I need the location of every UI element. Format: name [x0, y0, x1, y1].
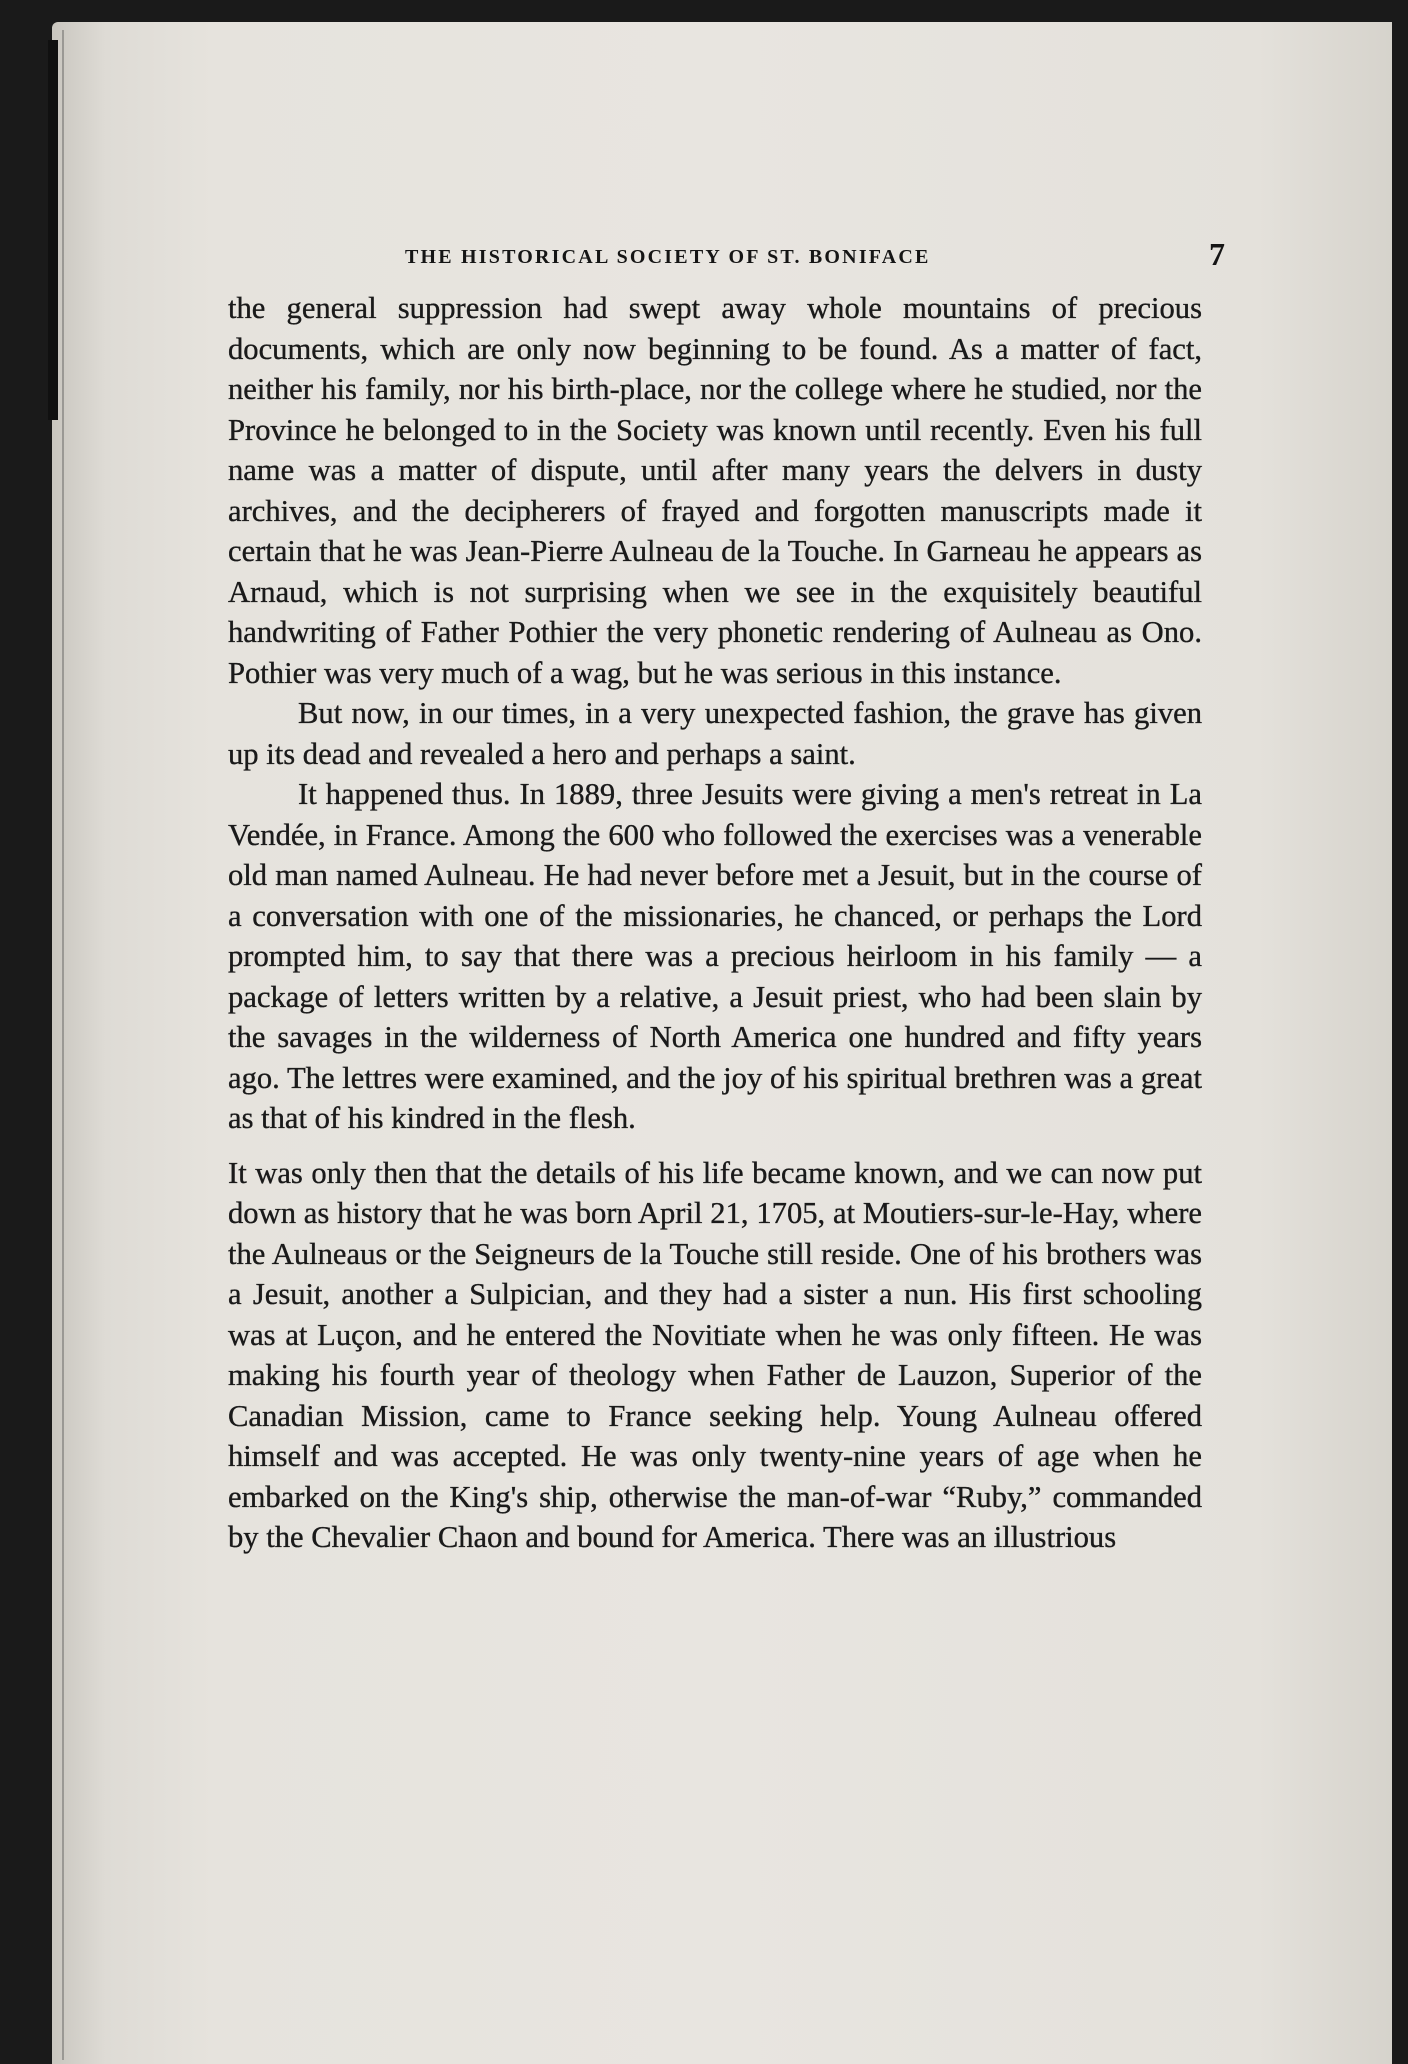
paragraph-1: the general suppression had swept away whole mountains of precious documents, which are only now beginning to be found. As a matter of fact, neither his family, nor his birth-place, nor the college where he studied, nor the Province he belonged to in the Society was known until recently. Even his full name was a matter of dispute, until after many years the delvers in dusty archives, and the decipherers of frayed and forgotten manuscripts made it certain that he was Jean-Pierre Aulneau de la Touche. In Garneau he appears as Arnaud, which is not surprising when we see in the exquisitely beautiful handwriting of Father Pothier the very phonetic rendering of Aulneau as Ono. Pothier was very much of a wag, but he was serious in this instance. — [228, 291, 1202, 690]
gutter-line — [62, 30, 64, 2060]
paragraph-4: It was only then that the details of his life became known, and we can now put down as history that he was born April 21, 1705, at Moutiers-sur-le-Hay, where the Aulneaus or the Seigneurs de la Touche still reside. One of his brothers was a Jesuit, another a Sulpician, and they had a sister a nun. His first schooling was at Luçon, and he entered the Novitiate when he was only fifteen. He was making his fourth year of theology when Father de Lauzon, Superior of the Canadian Mission, came to France seeking help. Young Aulneau offered himself and was accepted. He was only twenty-nine years of age when he embarked on the King's ship, otherwise the man-of-war “Ruby,” commanded by the Chevalier Chaon and bound for America. There was an illustrious — [228, 1155, 1202, 1554]
body-text — [228, 288, 1202, 1558]
running-head: THE HISTORICAL SOCIETY OF ST. BONIFACE — [405, 246, 931, 268]
paragraph-3: It happened thus. In 1889, three Jesuits were giving a men's retreat in La Vendée, in France. Among the 600 who followed the exercises was a venerable old man named Aulneau. He had never before met a Jesuit, but in the course of a conversation with one of the missionaries, he chanced, or perhaps the Lord prompted him, to say that there was a precious heirloom in his family — a package of letters written by a relative, a Jesuit priest, who had been slain by the savages in the wilderness of North America one hundred and fifty years ago. The lettres were examined, and the joy of his spiritual brethren was a great as that of his kindred in the flesh. — [228, 777, 1202, 1135]
paragraph-2: But now, in our times, in a very unexpected fashion, the grave has given up its dead and revealed a hero and perhaps a saint. — [228, 696, 1202, 771]
page-number: 7 — [1209, 236, 1225, 272]
page-header — [405, 236, 1225, 280]
binding-shadow — [48, 40, 58, 420]
